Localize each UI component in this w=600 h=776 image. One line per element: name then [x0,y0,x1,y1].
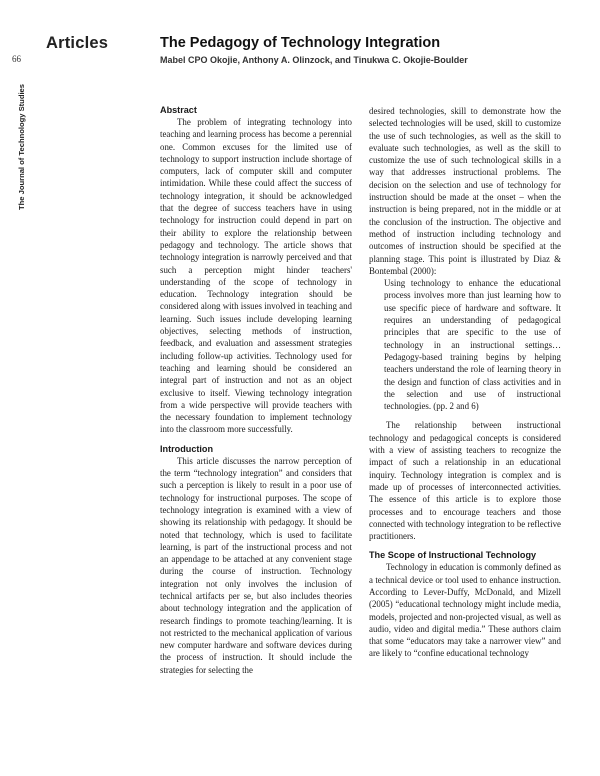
continuation-paragraph: desired technologies, skill to demonstrate how the selected technologies will be used, skill to customize the use of such technologies, as well as the skill to evaluate such technologies, as well as the skill to customize the use of such technological skills in a way that addresses instructional problems. The decision on the selection and use of technology for instruction should be made at the onset – when the instruction is being prepared, not in the middle or at the conclusion of the instruction. The objective and method of instruction including technology and outcomes of instruction should be specified at the planning stage. This point is illustrated by Diaz & Bontembal (2000): [369,106,561,276]
article-title: The Pedagogy of Technology Integration [160,35,441,51]
block-quote: Using technology to enhance the educational process involves more than just learning how to use specific piece of hardware and software. It requires an understanding of pedagogical principles that are specific to the use of technology in an instructional settings…Pedagogy-based training begins by helping teachers understand the role of learning theory in the design and function of class activities and in the selection and use of instructional technologies. (pp. 2 and 6) [384,278,561,412]
page-number: 66 [12,54,21,64]
section-label: Articles [46,34,109,52]
introduction-heading: Introduction [160,443,214,454]
abstract-heading: Abstract [160,105,197,115]
right-column [369,105,561,660]
left-column [160,104,352,676]
abstract-text: The problem of integrating technology into teaching and learning process has become a perennial one. Common excuses for the limited use of technology to support instruction include shortage of computers, lack of computer skill and computer intimidation. While these could affect the success of technology integration, it should be acknowledged that the degree of success teachers have in using technology for instruction could depend in part on their ability to explore the relationship between pedagogy and technology. The article shows that technology integration is narrowly perceived and that such a perception might hinder teachers' understanding of the scope of technology in education. Technology integration should be considered along with issues involved in teaching and learning. Such issues include developing learning objectives, selecting methods of instruction, feedback, and evaluation and assessment strategies including follow-up activities. Technology used for teaching and learning should be considered an integral part of instruction and not as an object exclusive to itself. Viewing technology integration from a wide perspective will provide teachers with the necessary foundation to implement technology into the classroom more successfully. [160,117,352,435]
scope-heading: The Scope of Instructional Technology [369,550,537,561]
article-authors: Mabel CPO Okojie, Anthony A. Olinzock, and Tinukwa C. Okojie-Boulder [160,55,468,65]
journal-name: The Journal of Technology Studies [17,83,26,210]
relationship-paragraph: The relationship between instructional technology and pedagogical concepts is considered with a view of assisting teachers to recognize the impact of such a relationship in an educational inquiry. Technology integration is complex and is made up of processes of interconnected activities. The essence of this article is to explore those processes and to encourage teachers and those connected with technology integration to be reflective practitioners. [369,420,561,542]
scope-text: Technology in education is commonly defined as a technical device or tool used to enhance instruction. According to Lever-Duffy, McDonald, and Mizell (2005) “educational technology might include media, models, projected and non-projected visual, as well as audio, video and digital media.” These authors claim that some “educators may take a narrower view” and are likely to “confine educational technology [369,562,561,659]
introduction-text: This article discusses the narrow perception of the term “technology integration” and considers that such a perception is likely to result in a poor use of technology for instructional purposes. The scope of technology integration is examined with a view of showing its relationship with pedagogy. It should be noted that technology, which is used to facilitate learning, is part of the instructional process and not an appendage to be attached at any convenient stage during the course of instruction. Technology integration not only involves the inclusion of technical artifacts per se, but also includes theories about technology integration and the application of research findings to promote teaching/learning. It is not restricted to the mechanical application of various new computer hardware and software devices during the process of instruction. It should include the strategies for selecting the [160,455,352,675]
